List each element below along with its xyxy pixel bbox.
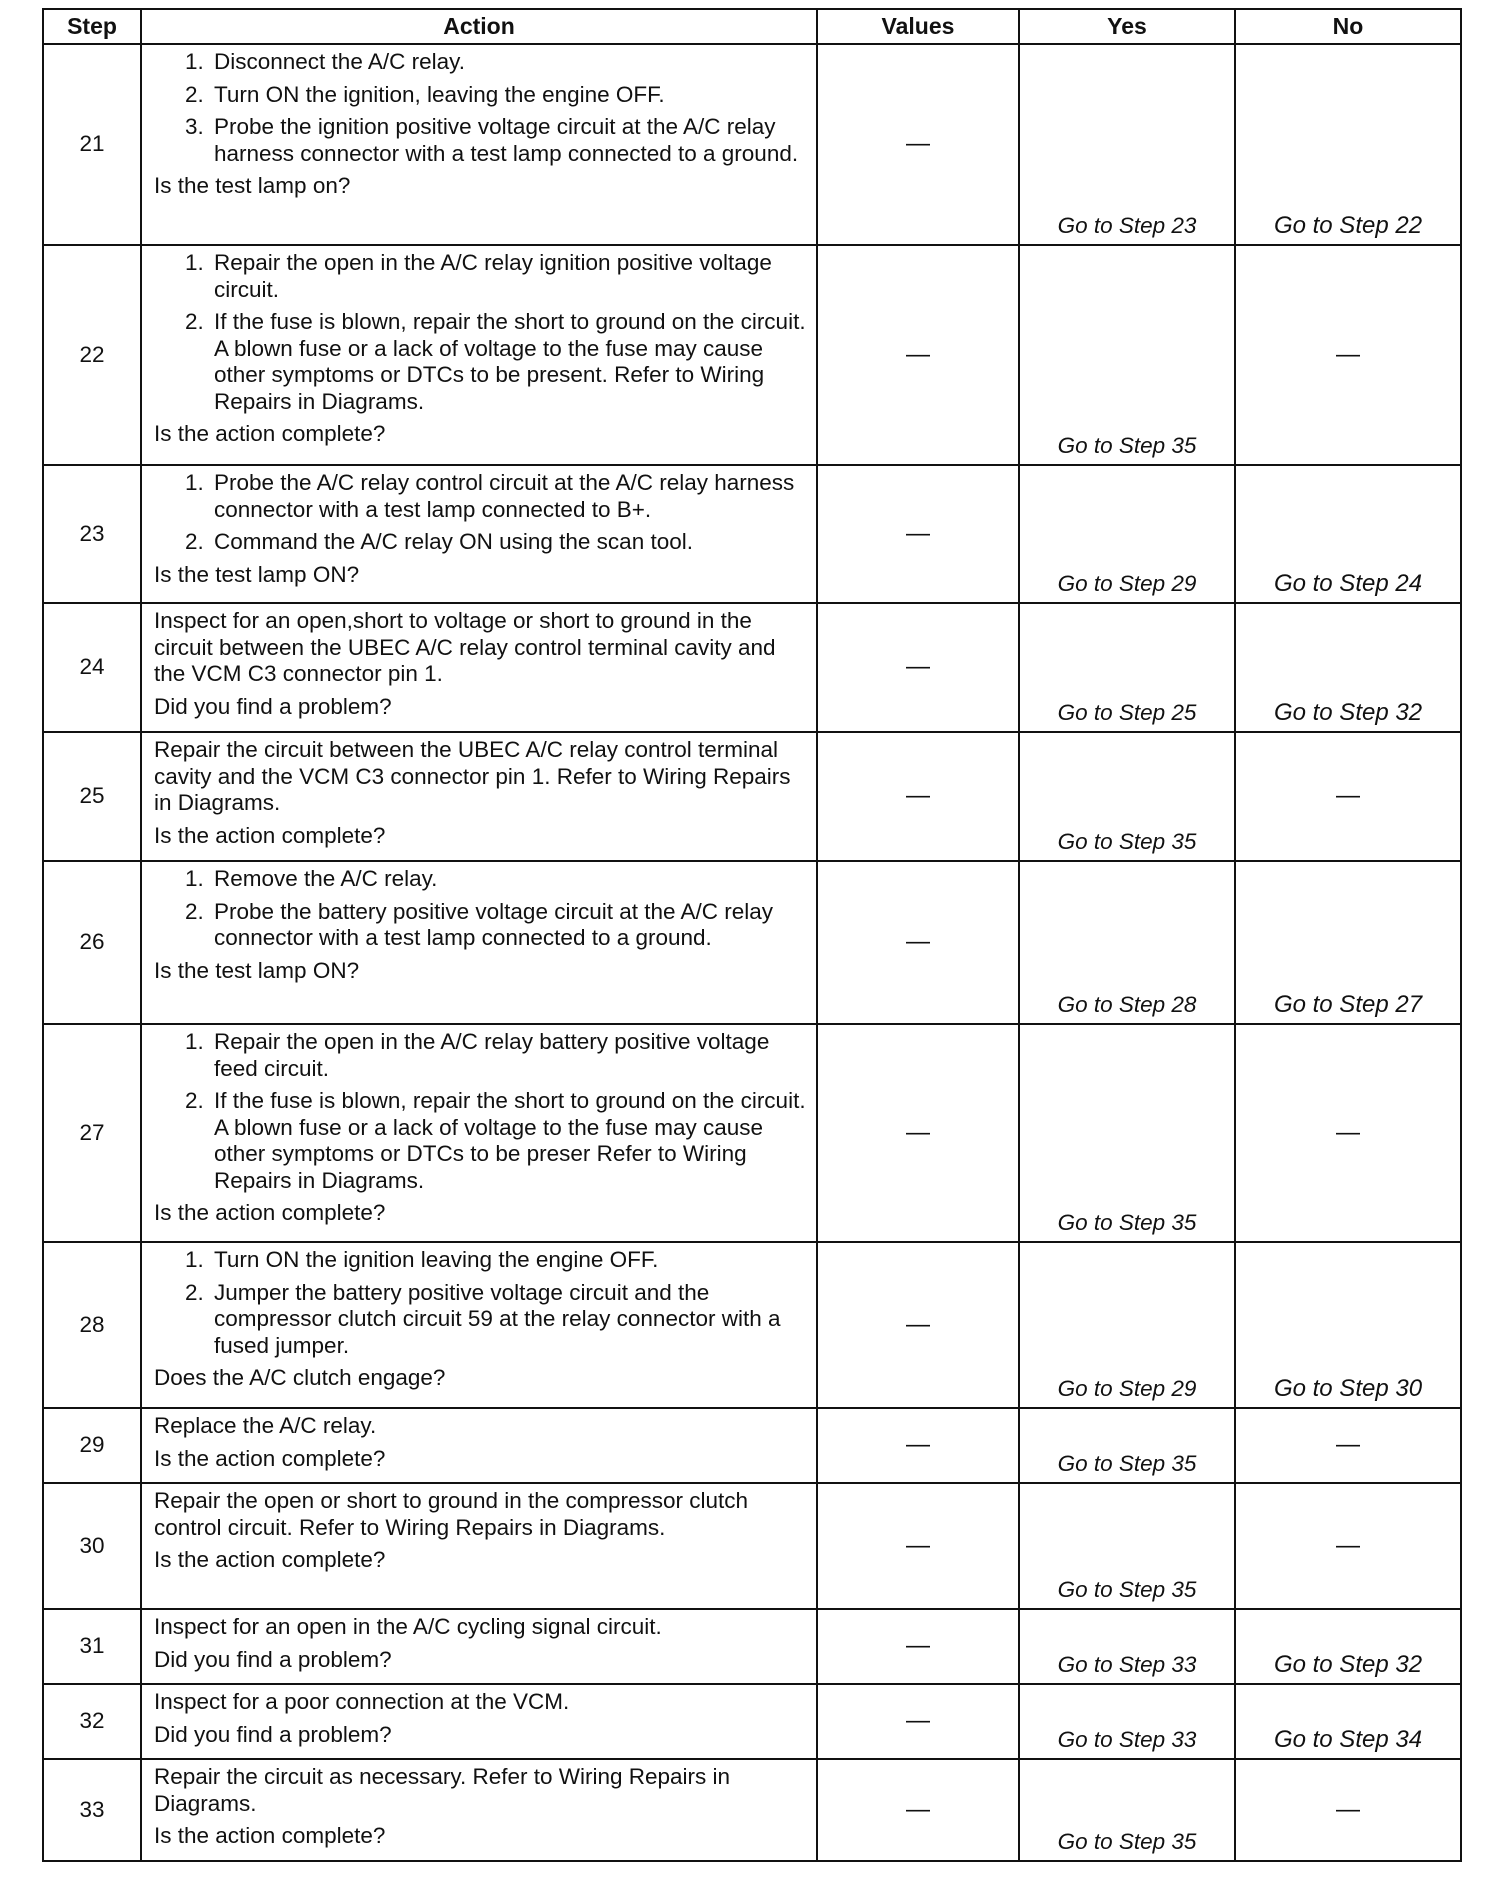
values-cell: — [817, 245, 1019, 465]
action-steps-list [154, 866, 806, 952]
table-row [43, 1483, 1461, 1609]
step-number: 29 [43, 1408, 141, 1483]
table-row [43, 732, 1461, 861]
action-question: Does the A/C clutch engage? [154, 1365, 446, 1391]
action-question: Is the action complete? [154, 1823, 386, 1849]
values-cell: — [817, 44, 1019, 245]
header-row [43, 9, 1461, 44]
action-question: Did you find a problem? [154, 1721, 392, 1747]
action-step-item: 1. Probe the A/C relay control circuit at the A/C relay harness connector with a test lamp connected to B+. [210, 470, 806, 523]
no-cell: Go to Step 30 [1235, 1242, 1461, 1408]
header-no: No [1235, 9, 1461, 44]
no-cell: Go to Step 22 [1235, 44, 1461, 245]
step-number: 24 [43, 603, 141, 732]
values-cell: — [817, 1759, 1019, 1861]
action-text: Repair the open or short to ground in the compressor clutch control circuit. Refer to Wiring Repairs in Diagrams. [154, 1488, 749, 1540]
action-steps-list [154, 470, 806, 556]
action-step-item: 2. Command the A/C relay ON using the scan tool. [210, 529, 806, 556]
diagnostic-table [42, 8, 1462, 1862]
action-cell [141, 1609, 817, 1684]
values-cell: — [817, 1684, 1019, 1759]
yes-cell: Go to Step 29 [1019, 465, 1235, 603]
no-cell: Go to Step 27 [1235, 861, 1461, 1024]
no-cell: — [1235, 732, 1461, 861]
action-question: Did you find a problem? [154, 693, 392, 719]
table-row [43, 1759, 1461, 1861]
table-row [43, 44, 1461, 245]
action-cell [141, 603, 817, 732]
step-number: 23 [43, 465, 141, 603]
yes-cell: Go to Step 33 [1019, 1684, 1235, 1759]
action-question: Is the action complete? [154, 822, 386, 848]
no-cell: — [1235, 1024, 1461, 1242]
action-step-item: 3. Probe the ignition positive voltage circuit at the A/C relay harness connector with a test lamp connected to a ground. [210, 114, 806, 167]
action-step-item: 2. If the fuse is blown, repair the short to ground on the circuit. A blown fuse or a lack of voltage to the fuse may cause other symptoms or DTCs to be preser Refer to Wiring Repairs in Diagrams. [210, 1088, 806, 1194]
action-cell [141, 465, 817, 603]
action-question: Is the action complete? [154, 421, 386, 447]
action-text: Replace the A/C relay. [154, 1413, 377, 1438]
table-row [43, 861, 1461, 1024]
no-cell: Go to Step 32 [1235, 603, 1461, 732]
no-cell: Go to Step 32 [1235, 1609, 1461, 1684]
yes-cell: Go to Step 35 [1019, 1759, 1235, 1861]
action-question: Is the action complete? [154, 1445, 386, 1471]
action-cell [141, 1483, 817, 1609]
action-step-item: 2. Jumper the battery positive voltage circuit and the compressor clutch circuit 59 at the relay connector with a fused jumper. [210, 1280, 806, 1360]
action-step-item: 1. Disconnect the A/C relay. [210, 49, 806, 76]
yes-cell: Go to Step 28 [1019, 861, 1235, 1024]
action-step-item: 1. Repair the open in the A/C relay battery positive voltage feed circuit. [210, 1029, 806, 1082]
header-action: Action [141, 9, 817, 44]
values-cell: — [817, 465, 1019, 603]
step-number: 21 [43, 44, 141, 245]
table-row [43, 1609, 1461, 1684]
action-cell [141, 861, 817, 1024]
action-text: Inspect for an open in the A/C cycling signal circuit. [154, 1614, 662, 1639]
step-number: 25 [43, 732, 141, 861]
action-question: Is the test lamp on? [154, 173, 351, 199]
yes-cell: Go to Step 35 [1019, 1408, 1235, 1483]
action-question: Is the action complete? [154, 1547, 386, 1573]
action-question: Is the test lamp ON? [154, 561, 360, 587]
table-row [43, 465, 1461, 603]
values-cell: — [817, 1609, 1019, 1684]
values-cell: — [817, 1483, 1019, 1609]
action-cell [141, 732, 817, 861]
values-cell: — [817, 1408, 1019, 1483]
action-text: Inspect for a poor connection at the VCM. [154, 1689, 570, 1714]
table-row [43, 1024, 1461, 1242]
action-cell [141, 1408, 817, 1483]
action-steps-list [154, 1029, 806, 1194]
step-number: 22 [43, 245, 141, 465]
yes-cell: Go to Step 35 [1019, 1483, 1235, 1609]
action-text: Repair the circuit between the UBEC A/C relay control terminal cavity and the VCM C3 connector pin 1. Refer to Wiring Repairs in Diagrams. [154, 737, 791, 816]
action-steps-list [154, 250, 806, 415]
no-cell: — [1235, 1483, 1461, 1609]
no-cell: Go to Step 34 [1235, 1684, 1461, 1759]
header-step: Step [43, 9, 141, 44]
values-cell: — [817, 1242, 1019, 1408]
table-row [43, 603, 1461, 732]
no-cell: Go to Step 24 [1235, 465, 1461, 603]
table-body [43, 44, 1461, 1861]
no-cell: — [1235, 1408, 1461, 1483]
diagnostic-table-page [42, 8, 1460, 1862]
action-question: Did you find a problem? [154, 1646, 392, 1672]
action-step-item: 1. Remove the A/C relay. [210, 866, 806, 893]
action-step-item: 1. Repair the open in the A/C relay ignition positive voltage circuit. [210, 250, 806, 303]
yes-cell: Go to Step 35 [1019, 245, 1235, 465]
action-cell [141, 44, 817, 245]
step-number: 32 [43, 1684, 141, 1759]
action-step-item: 2. Turn ON the ignition, leaving the engine OFF. [210, 82, 806, 109]
step-number: 33 [43, 1759, 141, 1861]
step-number: 30 [43, 1483, 141, 1609]
action-cell [141, 1024, 817, 1242]
action-step-item: 2. If the fuse is blown, repair the short to ground on the circuit. A blown fuse or a lack of voltage to the fuse may cause other symptoms or DTCs to be present. Refer to Wiring Repairs in Diagrams. [210, 309, 806, 415]
action-question: Is the test lamp ON? [154, 957, 360, 983]
yes-cell: Go to Step 23 [1019, 44, 1235, 245]
yes-cell: Go to Step 25 [1019, 603, 1235, 732]
no-cell: — [1235, 245, 1461, 465]
yes-cell: Go to Step 33 [1019, 1609, 1235, 1684]
yes-cell: Go to Step 35 [1019, 1024, 1235, 1242]
header-yes: Yes [1019, 9, 1235, 44]
action-steps-list [154, 49, 806, 167]
action-text: Inspect for an open,short to voltage or short to ground in the circuit between the UBEC A/C relay control terminal cavity and the VCM C3 connector pin 1. [154, 608, 776, 687]
action-cell [141, 1759, 817, 1861]
step-number: 26 [43, 861, 141, 1024]
yes-cell: Go to Step 29 [1019, 1242, 1235, 1408]
action-cell [141, 245, 817, 465]
no-cell: — [1235, 1759, 1461, 1861]
action-step-item: 1. Turn ON the ignition leaving the engine OFF. [210, 1247, 806, 1274]
step-number: 28 [43, 1242, 141, 1408]
step-number: 31 [43, 1609, 141, 1684]
action-cell [141, 1684, 817, 1759]
step-number: 27 [43, 1024, 141, 1242]
action-text: Repair the circuit as necessary. Refer to Wiring Repairs in Diagrams. [154, 1764, 731, 1816]
header-values: Values [817, 9, 1019, 44]
action-steps-list [154, 1247, 806, 1359]
values-cell: — [817, 1024, 1019, 1242]
values-cell: — [817, 732, 1019, 861]
values-cell: — [817, 861, 1019, 1024]
table-row [43, 1408, 1461, 1483]
table-row [43, 1684, 1461, 1759]
values-cell: — [817, 603, 1019, 732]
table-row [43, 1242, 1461, 1408]
yes-cell: Go to Step 35 [1019, 732, 1235, 861]
table-row [43, 245, 1461, 465]
action-cell [141, 1242, 817, 1408]
action-step-item: 2. Probe the battery positive voltage circuit at the A/C relay connector with a test lamp connected to a ground. [210, 899, 806, 952]
action-question: Is the action complete? [154, 1200, 386, 1226]
